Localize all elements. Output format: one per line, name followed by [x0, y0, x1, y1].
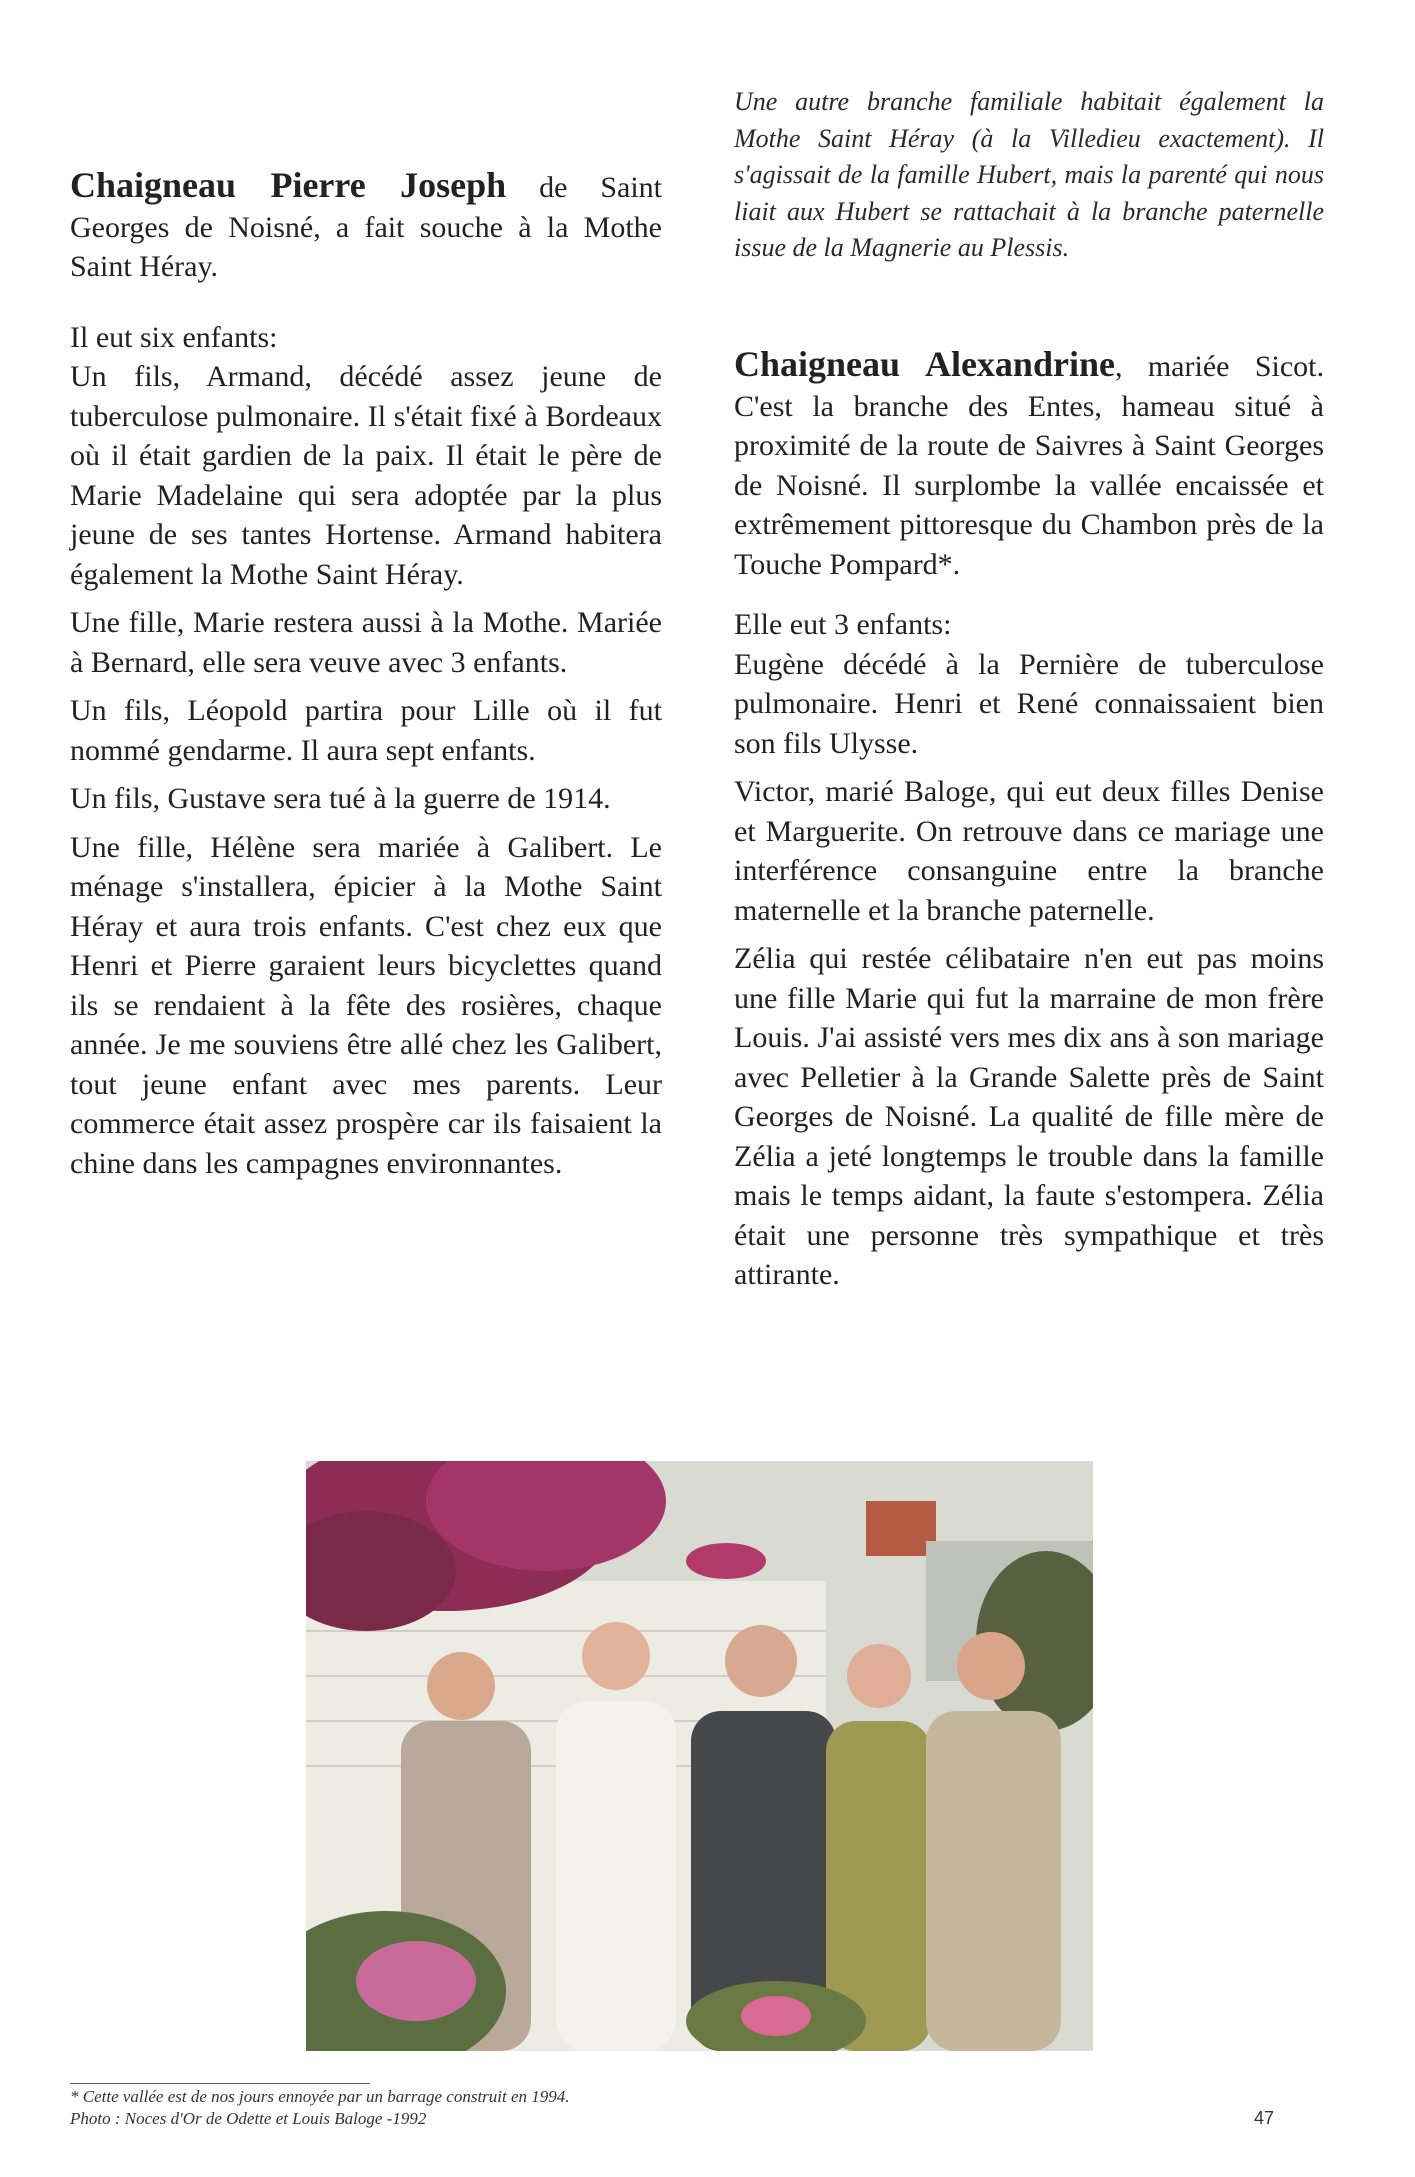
left-heading-name: Chaigneau Pierre Joseph [70, 165, 507, 205]
left-paragraph-2: Une fille, Marie restera aussi à la Mothe. Mariée à Bernard, elle sera veuve avec 3 enfants. [70, 606, 662, 679]
right-paragraph-3: Zélia qui restée célibataire n'en eut pas moins une fille Marie qui fut la marraine de mon frère Louis. J'ai assisté vers mes dix ans à son mariage avec Pelletier à la Grande Salette près de Saint Georges de Noisné. La qualité de fille mère de Zélia a jeté longtemps le trouble dans la famille mais le temps aidant, la faute s'estompera. Zélia était une personne très sympathique et très attirante. [734, 942, 1324, 1291]
family-photo [306, 1461, 1093, 2051]
intro-italic-paragraph: Une autre branche familiale habitait également la Mothe Saint Héray (à la Villedieu exactement). Il s'agissait de la famille Hubert, mais la parenté qui nous liait aux Hubert se rattachait à la branche paternelle issue de la Magnerie au Plessis. [734, 87, 1324, 262]
left-paragraph-1b: Un fils, Armand, décédé assez jeune de tuberculose pulmonaire. Il s'était fixé à Bordeaux où il était gardien de la paix. Il était le père de Marie Madelaine qui sera adoptée par la plus jeune de ses tantes Hortense. Armand habitera également la Mothe Saint Héray. [70, 360, 662, 591]
photo-caption: Photo : Noces d'Or de Odette et Louis Baloge -1992 [70, 2109, 427, 2128]
left-column [70, 166, 662, 1192]
left-paragraph-1a: Il eut six enfants: [70, 320, 278, 354]
page-number: 47 [1254, 2108, 1275, 2128]
left-paragraph-4: Un fils, Gustave sera tué à la guerre de 1914. [70, 782, 611, 815]
right-heading-name: Chaigneau Alexandrine [734, 344, 1115, 384]
left-paragraph-3: Un fils, Léopold partira pour Lille où il fut nommé gendarme. Il aura sept enfants. [70, 694, 662, 767]
left-paragraph-5: Une fille, Hélène sera mariée à Galibert. Le ménage s'installera, épicier à la Mothe Saint Héray et aura trois enfants. C'est chez eux que Henri et Pierre garaient leurs bicyclettes quand ils se rendaient à la fête des rosières, chaque année. Je me souviens être allé chez les Galibert, tout jeune enfant avec mes parents. Leur commerce était assez prospère car ils faisaient la chine dans les campagnes environnantes. [70, 830, 662, 1180]
right-heading-rest: , mariée Sicot. C'est la branche des Entes, hameau situé à proximité de la route de Saivres à Saint Georges de Noisné. Il surplombe la vallée encaissée et extrêmement pittoresque du Chambon près de la Touche Pompard*. [734, 350, 1325, 581]
right-column [734, 345, 1324, 1304]
right-paragraph-2: Victor, marié Baloge, qui eut deux filles Denise et Marguerite. On retrouve dans ce mariage une interférence consanguine entre la branche maternelle et la branche paternelle. [734, 775, 1324, 927]
left-heading-paragraph [70, 166, 662, 287]
right-paragraph-1b: Eugène décédé à la Pernière de tuberculose pulmonaire. Henri et René connaissaient bien son fils Ulysse. [734, 647, 1324, 760]
footnote-text: * Cette vallée est de nos jours ennoyée par un barrage construit en 1994. [70, 2087, 570, 2106]
right-heading-paragraph [734, 345, 1324, 584]
right-paragraph-1a: Elle eut 3 enfants: [734, 608, 952, 641]
footnote-rule [70, 2083, 370, 2084]
left-heading-rest: de Saint Georges de Noisné, a fait souche à la Mothe Saint Héray. [70, 171, 662, 283]
